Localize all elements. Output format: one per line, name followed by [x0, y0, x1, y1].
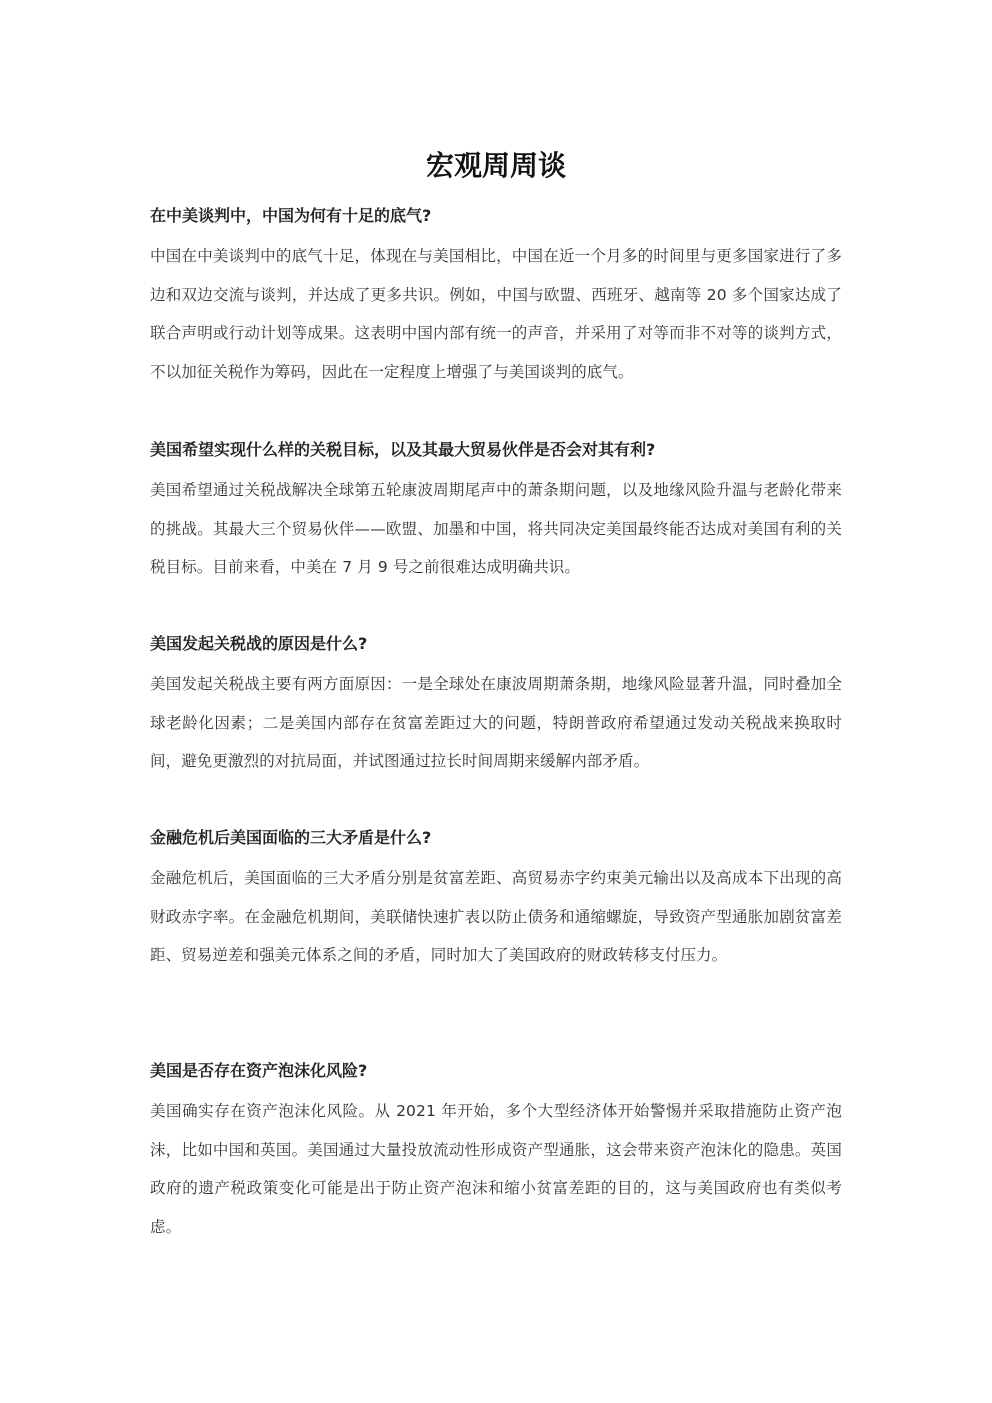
section-answer: 美国发起关税战主要有两方面原因：一是全球处在康波周期萧条期，地缘风险显著升温，同时叠加全球老龄化因素；二是美国内部存在贫富差距过大的问题，特朗普政府希望通过发动关税战来换取时间，避免更激烈的对抗局面，并试图通过拉长时间周期来缓解内部矛盾。 — [150, 675, 842, 771]
qa-section-1 — [150, 203, 842, 392]
qa-section-5 — [150, 1058, 842, 1247]
section-answer: 中国在中美谈判中的底气十足，体现在与美国相比，中国在近一个月多的时间里与更多国家进行了多边和双边交流与谈判，并达成了更多共识。例如，中国与欧盟、西班牙、越南等 20 多个国家达成了联合声明或行动计划等成果。这表明中国内部有统一的声音，并采用了对等而非不对等的谈判方式，不以加征关税作为筹码，因此在一定程度上增强了与美国谈判的底气。 — [150, 247, 842, 382]
document-title: 宏观周周谈 — [425, 149, 566, 182]
section-answer: 美国希望通过关税战解决全球第五轮康波周期尾声中的萧条期问题，以及地缘风险升温与老龄化带来的挑战。其最大三个贸易伙伴——欧盟、加墨和中国，将共同决定美国最终能否达成对美国有利的关税目标。目前来看，中美在 7 月 9 号之前很难达成明确共识。 — [150, 481, 842, 577]
qa-section-4 — [150, 825, 842, 975]
section-question: 美国发起关税战的原因是什么? — [150, 634, 368, 653]
qa-section-3 — [150, 631, 842, 781]
qa-section-2 — [150, 437, 842, 587]
section-question: 金融危机后美国面临的三大矛盾是什么? — [150, 828, 432, 847]
section-question: 美国希望实现什么样的关税目标，以及其最大贸易伙伴是否会对其有利? — [150, 440, 656, 459]
section-question: 在中美谈判中，中国为何有十足的底气? — [150, 206, 432, 225]
section-answer: 美国确实存在资产泡沫化风险。从 2021 年开始，多个大型经济体开始警惕并采取措施防止资产泡沫，比如中国和英国。美国通过大量投放流动性形成资产型通胀，这会带来资产泡沫化的隐患。英国政府的遗产税政策变化可能是出于防止资产泡沫和缩小贫富差距的目的，这与美国政府也有类似考虑。 — [150, 1102, 842, 1237]
section-question: 美国是否存在资产泡沫化风险? — [150, 1061, 368, 1080]
section-answer: 金融危机后，美国面临的三大矛盾分别是贫富差距、高贸易赤字约束美元输出以及高成本下出现的高财政赤字率。在金融危机期间，美联储快速扩表以防止债务和通缩螺旋，导致资产型通胀加剧贫富差距、贸易逆差和强美元体系之间的矛盾，同时加大了美国政府的财政转移支付压力。 — [150, 869, 842, 965]
